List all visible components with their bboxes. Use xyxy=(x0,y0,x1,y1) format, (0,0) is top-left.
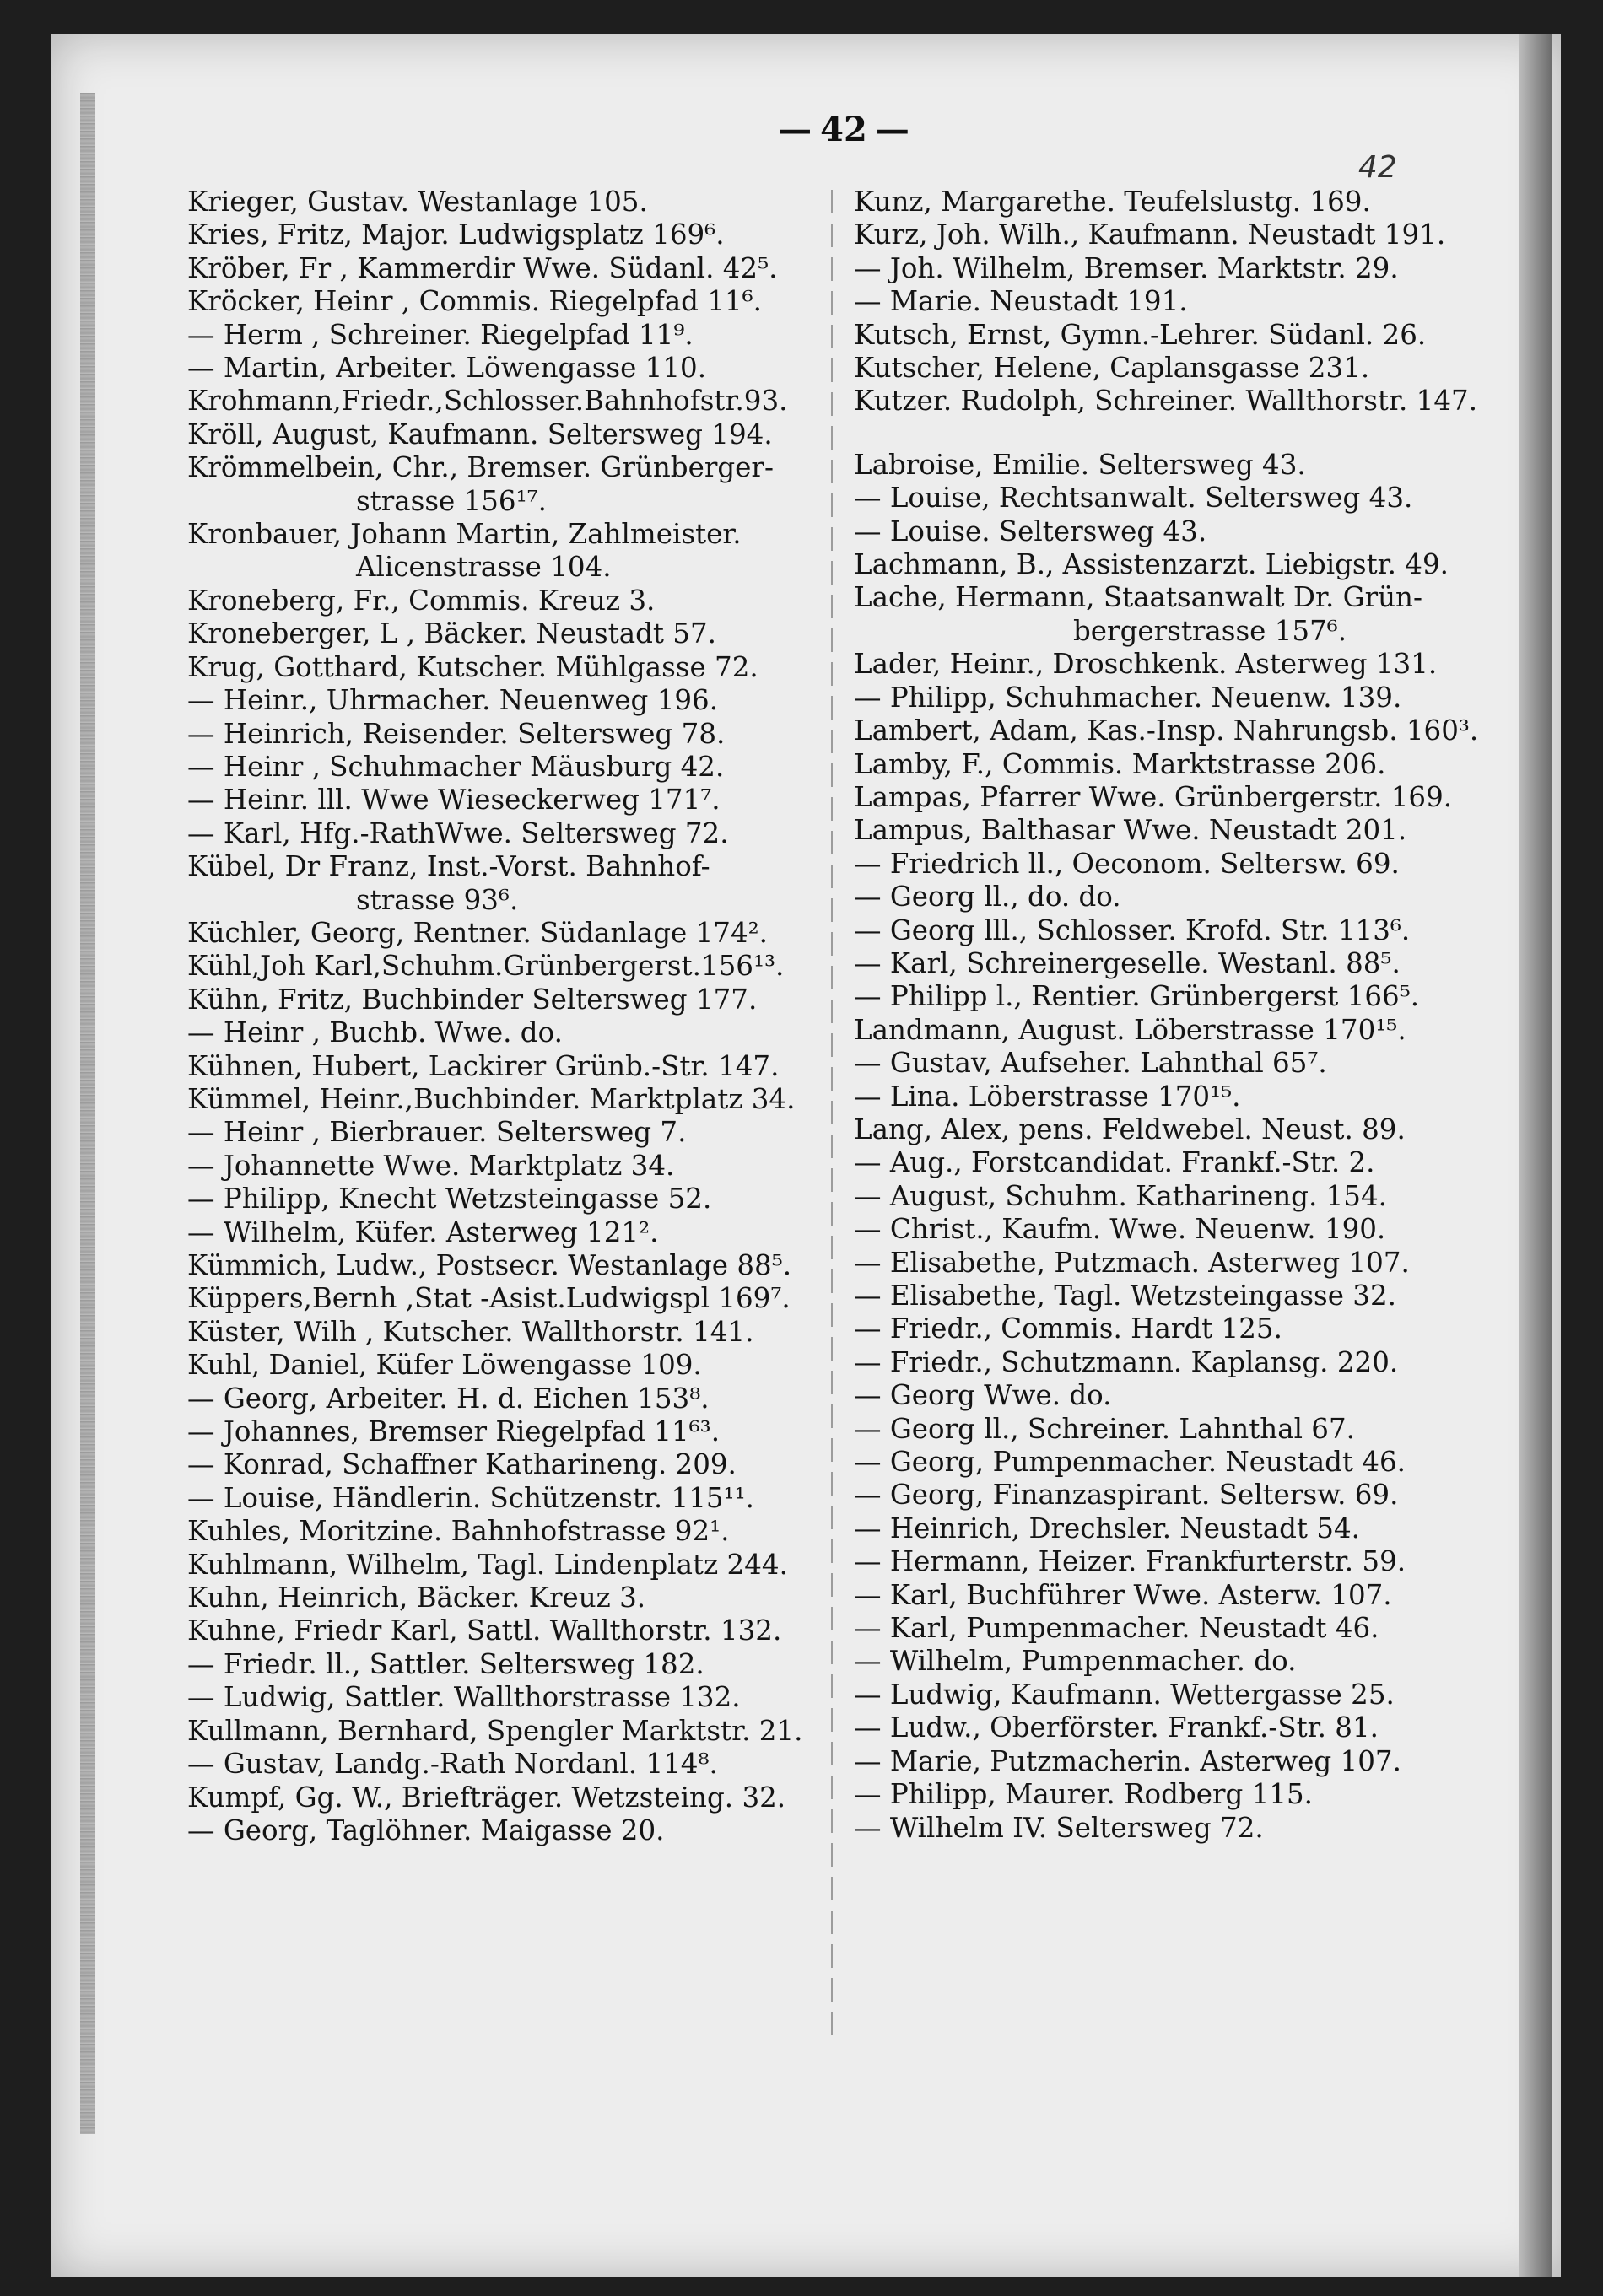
directory-entry: Kröber, Fr , Kammerdir Wwe. Südanl. 42⁵. xyxy=(187,251,778,284)
directory-entry: — Georg, Taglöhner. Maigasse 20. xyxy=(187,1814,665,1846)
directory-entry: Lader, Heinr., Droschkenk. Asterweg 131. xyxy=(854,648,1438,681)
directory-entry: Krömmelbein, Chr., Bremser. Grünberger- xyxy=(187,451,774,484)
directory-entry: Lache, Hermann, Staatsanwalt Dr. Grün- xyxy=(854,581,1422,614)
directory-entry: — Louise, Rechtsanwalt. Seltersweg 43. xyxy=(854,482,1413,515)
directory-entry: — Friedrich ll., Oeconom. Seltersw. 69. xyxy=(854,847,1400,880)
directory-entry: strasse 93⁶. xyxy=(356,883,519,916)
directory-entry: — Joh. Wilhelm, Bremser. Marktstr. 29. xyxy=(854,251,1399,284)
directory-entry: Kröll, August, Kaufmann. Seltersweg 194. xyxy=(187,418,773,450)
directory-entry: — Aug., Forstcandidat. Frankf.-Str. 2. xyxy=(854,1146,1375,1179)
directory-entry: Kunz, Margarethe. Teufelslustg. 169. xyxy=(854,186,1371,218)
directory-entry: Kullmann, Bernhard, Spengler Marktstr. 21. xyxy=(187,1714,803,1747)
directory-entry: — Georg lll., Schlosser. Krofd. Str. 113⁶. xyxy=(854,914,1411,946)
right-column-k-section xyxy=(854,186,1503,418)
directory-entry: — Elisabethe, Tagl. Wetzsteingasse 32. xyxy=(854,1280,1396,1312)
directory-entry: Kroneberg, Fr., Commis. Kreuz 3. xyxy=(187,584,656,617)
directory-entry: Alicenstrasse 104. xyxy=(356,551,612,584)
directory-entry: Kutzer. Rudolph, Schreiner. Wallthorstr. 147. xyxy=(854,385,1478,418)
directory-entry: Lampas, Pfarrer Wwe. Grünbergerstr. 169. xyxy=(854,780,1453,813)
directory-entry: Kühnen, Hubert, Lackirer Grünb.-Str. 147. xyxy=(187,1049,780,1082)
directory-entry: Kuhl, Daniel, Küfer Löwengasse 109. xyxy=(187,1349,702,1382)
directory-entry: — Georg, Arbeiter. H. d. Eichen 153⁸. xyxy=(187,1382,710,1415)
directory-entry: — Ludwig, Kaufmann. Wettergasse 25. xyxy=(854,1678,1395,1711)
directory-entry: — Marie. Neustadt 191. xyxy=(854,285,1188,318)
directory-entry: Kuhles, Moritzine. Bahnhofstrasse 92¹. xyxy=(187,1515,730,1548)
directory-entry: Kroneberger, L , Bäcker. Neustadt 57. xyxy=(187,617,716,650)
directory-entry: Kümmel, Heinr.,Buchbinder. Marktplatz 34. xyxy=(187,1082,796,1115)
directory-entry: — Georg Wwe. do. xyxy=(854,1379,1112,1412)
directory-entry: — Marie, Putzmacherin. Asterweg 107. xyxy=(854,1744,1401,1777)
directory-entry: — Georg, Finanzaspirant. Seltersw. 69. xyxy=(854,1479,1399,1512)
directory-entry: bergerstrasse 157⁶. xyxy=(1073,614,1347,647)
directory-entry: Kuhlmann, Wilhelm, Tagl. Lindenplatz 244. xyxy=(187,1548,788,1581)
directory-entry: — Hermann, Heizer. Frankfurterstr. 59. xyxy=(854,1545,1406,1578)
right-column xyxy=(854,186,1503,1845)
directory-entry: — Gustav, Aufseher. Lahnthal 65⁷. xyxy=(854,1047,1327,1080)
directory-entry: Kutsch, Ernst, Gymn.-Lehrer. Südanl. 26. xyxy=(854,318,1427,351)
directory-entry: Küppers,Bernh ,Stat -Asist.Ludwigspl 169⁷. xyxy=(187,1282,791,1315)
page-number: — 42 — xyxy=(759,110,928,149)
directory-entry: — Ludwig, Sattler. Wallthorstrasse 132. xyxy=(187,1681,741,1714)
page-binding xyxy=(80,93,95,2134)
directory-entry: — Philipp, Schuhmacher. Neuenw. 139. xyxy=(854,681,1402,714)
directory-entry: Labroise, Emilie. Seltersweg 43. xyxy=(854,448,1306,481)
directory-entry: — Philipp, Knecht Wetzsteingasse 52. xyxy=(187,1183,712,1215)
directory-entry: — Wilhelm, Pumpenmacher. do. xyxy=(854,1645,1297,1678)
directory-entry: — Georg ll., Schreiner. Lahnthal 67. xyxy=(854,1412,1355,1445)
directory-entry: — Karl, Pumpenmacher. Neustadt 46. xyxy=(854,1612,1379,1645)
directory-entry: — Wilhelm IV. Seltersweg 72. xyxy=(854,1811,1264,1844)
directory-entry: — Christ., Kaufm. Wwe. Neuenw. 190. xyxy=(854,1213,1386,1246)
directory-entry: — Elisabethe, Putzmach. Asterweg 107. xyxy=(854,1246,1410,1279)
handwritten-page-number: 42 xyxy=(1358,150,1397,185)
directory-entry: — Martin, Arbeiter. Löwengasse 110. xyxy=(187,352,707,385)
directory-entry: — Heinr , Buchb. Wwe. do. xyxy=(187,1016,563,1049)
directory-entry: Kuhn, Heinrich, Bäcker. Kreuz 3. xyxy=(187,1582,646,1614)
directory-entry: Kühn, Fritz, Buchbinder Seltersweg 177. xyxy=(187,983,758,1016)
directory-entry: — Louise. Seltersweg 43. xyxy=(854,515,1207,547)
directory-entry: Krug, Gotthard, Kutscher. Mühlgasse 72. xyxy=(187,650,758,683)
directory-entry: — Heinrich, Drechsler. Neustadt 54. xyxy=(854,1512,1360,1544)
directory-entry: Kurz, Joh. Wilh., Kaufmann. Neustadt 191. xyxy=(854,218,1446,251)
directory-entry: — Heinr , Schuhmacher Mäusburg 42. xyxy=(187,750,725,783)
directory-entry: — August, Schuhm. Katharineng. 154. xyxy=(854,1179,1387,1212)
directory-entry: — Heinr , Bierbrauer. Seltersweg 7. xyxy=(187,1116,687,1149)
directory-entry: Kümmich, Ludw., Postsecr. Westanlage 88⁵. xyxy=(187,1249,792,1281)
directory-entry: Küster, Wilh , Kutscher. Wallthorstr. 141. xyxy=(187,1315,754,1348)
directory-entry: — Georg ll., do. do. xyxy=(854,881,1121,914)
directory-entry: — Louise, Händlerin. Schützenstr. 115¹¹. xyxy=(187,1481,754,1514)
directory-entry: — Karl, Buchführer Wwe. Asterw. 107. xyxy=(854,1578,1392,1611)
directory-entry: — Karl, Schreinergeselle. Westanl. 88⁵. xyxy=(854,946,1401,979)
directory-entry: — Johannette Wwe. Marktplatz 34. xyxy=(187,1149,675,1182)
directory-entry: — Heinr., Uhrmacher. Neuenweg 196. xyxy=(187,684,719,717)
directory-entry: — Johannes, Bremser Riegelpfad 11⁶³. xyxy=(187,1415,721,1448)
directory-entry: Kutscher, Helene, Caplansgasse 231. xyxy=(854,352,1370,385)
directory-entry: Lachmann, B., Assistenzarzt. Liebigstr. 49. xyxy=(854,548,1449,581)
directory-entry: Lambert, Adam, Kas.-Insp. Nahrungsb. 160³. xyxy=(854,714,1479,747)
section-gap xyxy=(854,418,1503,449)
page-edge xyxy=(1519,34,1552,2277)
directory-entry: Kühl,Joh Karl,Schuhm.Grünbergerst.156¹³. xyxy=(187,950,785,983)
directory-entry: Küchler, Georg, Rentner. Südanlage 174². xyxy=(187,916,768,949)
directory-entry: Krieger, Gustav. Westanlage 105. xyxy=(187,186,648,218)
directory-entry: — Karl, Hfg.-RathWwe. Seltersweg 72. xyxy=(187,817,729,849)
directory-entry: — Philipp, Maurer. Rodberg 115. xyxy=(854,1778,1313,1811)
directory-entry: — Friedr., Schutzmann. Kaplansg. 220. xyxy=(854,1345,1399,1378)
directory-entry: — Friedr. ll., Sattler. Seltersweg 182. xyxy=(187,1647,704,1680)
directory-entry: Krohmann,Friedr.,Schlosser.Bahnhofstr.93. xyxy=(187,385,788,418)
directory-entry: — Heinrich, Reisender. Seltersweg 78. xyxy=(187,717,726,750)
directory-entry: Kronbauer, Johann Martin, Zahlmeister. xyxy=(187,518,742,551)
directory-entry: — Wilhelm, Küfer. Asterweg 121². xyxy=(187,1215,659,1248)
directory-entry: Landmann, August. Löberstrasse 170¹⁵. xyxy=(854,1013,1406,1046)
directory-entry: — Georg, Pumpenmacher. Neustadt 46. xyxy=(854,1446,1406,1479)
directory-entry: Lamby, F., Commis. Marktstrasse 206. xyxy=(854,747,1386,780)
directory-entry: — Friedr., Commis. Hardt 125. xyxy=(854,1312,1282,1345)
directory-entry: — Gustav, Landg.-Rath Nordanl. 114⁸. xyxy=(187,1748,718,1781)
directory-entry: — Herm , Schreiner. Riegelpfad 11⁹. xyxy=(187,318,694,351)
directory-entry: Lampus, Balthasar Wwe. Neustadt 201. xyxy=(854,814,1407,847)
directory-entry: Kröcker, Heinr , Commis. Riegelpfad 11⁶. xyxy=(187,285,762,318)
directory-entry: Lang, Alex, pens. Feldwebel. Neust. 89. xyxy=(854,1113,1406,1145)
directory-entry: strasse 156¹⁷. xyxy=(356,484,547,517)
directory-entry: — Lina. Löberstrasse 170¹⁵. xyxy=(854,1080,1241,1113)
directory-entry: — Konrad, Schaffner Katharineng. 209. xyxy=(187,1448,737,1481)
directory-entry: Kübel, Dr Franz, Inst.-Vorst. Bahnhof- xyxy=(187,850,710,883)
directory-entry: — Ludw., Oberförster. Frankf.-Str. 81. xyxy=(854,1711,1379,1744)
directory-entry: Kuhne, Friedr Karl, Sattl. Wallthorstr. 132. xyxy=(187,1614,782,1647)
directory-entry: Kries, Fritz, Major. Ludwigsplatz 169⁶. xyxy=(187,218,725,251)
left-column xyxy=(187,186,845,1847)
right-column-l-section xyxy=(854,449,1503,1845)
directory-entry: — Philipp l., Rentier. Grünbergerst 166⁵. xyxy=(854,980,1420,1013)
directory-entry: Kumpf, Gg. W., Briefträger. Wetzsteing. 32. xyxy=(187,1781,786,1814)
directory-entry: — Heinr. lll. Wwe Wieseckerweg 171⁷. xyxy=(187,784,721,817)
